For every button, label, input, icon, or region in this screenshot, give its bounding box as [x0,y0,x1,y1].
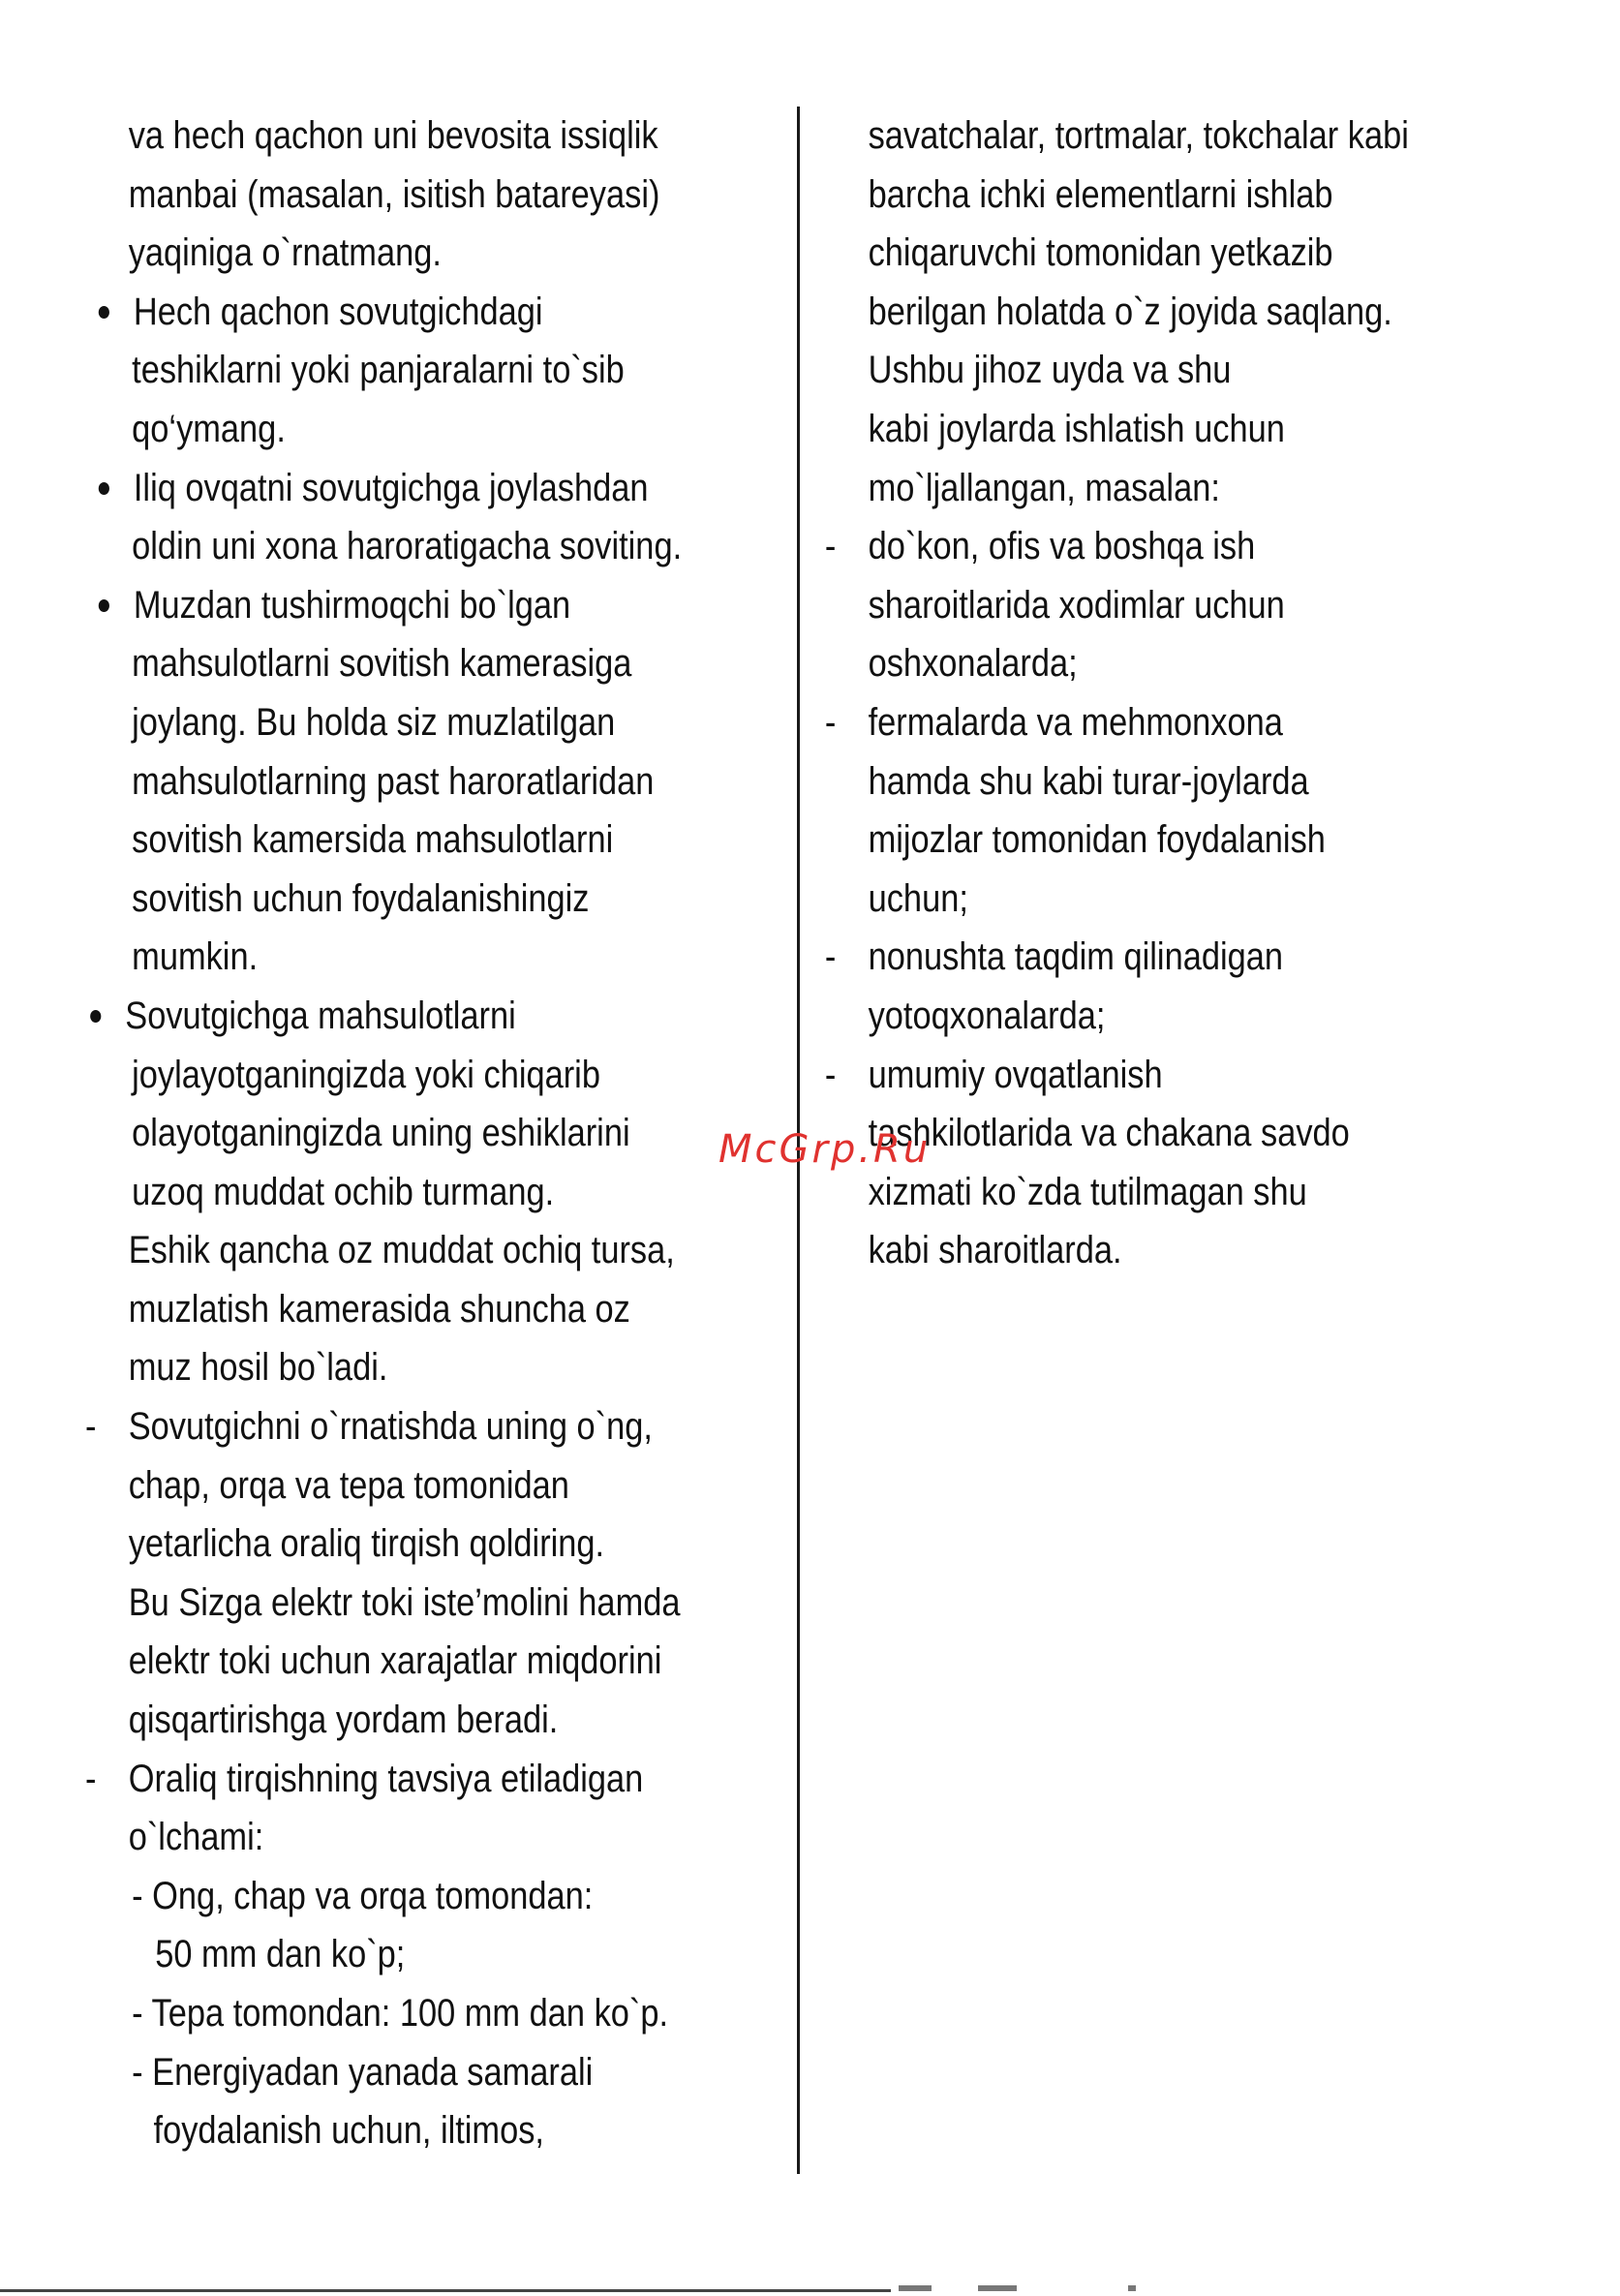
line-text: muzlatish kamerasida shuncha oz [128,1287,630,1331]
text-line [85,693,685,752]
text-line [85,1221,685,1280]
text-line [85,341,685,400]
text-line [85,2043,685,2102]
footer-scan-mark [978,2285,1017,2291]
dash-marker: - [824,1053,837,1096]
dash-marker: - [824,935,837,979]
text-line [818,341,1468,400]
text-line [818,752,1468,811]
line-text: joylang. Bu holda siz muzlatilgan [132,700,616,744]
text-line [818,634,1468,693]
text-line [85,1984,685,2043]
text-line [85,1867,685,1926]
text-line [85,459,685,518]
line-text: Eshik qancha oz muddat ochiq tursa, [128,1229,675,1272]
text-line [85,870,685,929]
text-line [85,987,685,1046]
text-line [85,1046,685,1105]
dash-marker: - [85,1405,97,1449]
line-text: sovitish kamersida mahsulotlarni [132,818,614,862]
text-line [818,1221,1468,1280]
text-line [85,1163,685,1222]
dash-marker: - [85,1757,97,1800]
text-line [85,1925,685,1984]
text-line [85,1750,685,1809]
text-line [85,1456,685,1515]
line-text: fermalarda va mehmonxona [868,700,1283,744]
line-text: mijozlar tomonidan foydalanish [868,818,1326,862]
line-text: nonushta taqdim qilinadigan [868,935,1284,979]
line-text: barcha ichki elementlarni ishlab [868,172,1333,216]
line-text: teshiklarni yoki panjaralarni to`sib [132,349,625,392]
bullet-point-icon [99,599,109,612]
text-line [85,1515,685,1574]
line-text: Sovutgichni o`rnatishda uning o`ng, [128,1405,653,1449]
text-line [818,987,1468,1046]
dash-marker: - [824,700,837,744]
text-line [818,283,1468,342]
line-text: sharoitlarida xodimlar uchun [868,583,1285,627]
text-line [818,459,1468,518]
text-line [85,400,685,459]
text-line [85,1691,685,1750]
line-text: mo`ljallangan, masalan: [868,466,1220,509]
text-line [818,1046,1468,1105]
line-text: kabi sharoitlarda. [868,1229,1122,1272]
text-line [85,517,685,576]
line-text: joylayotganingizda yoki chiqarib [132,1053,600,1096]
dash-marker: - [824,525,837,568]
line-text: savatchalar, tortmalar, tokchalar kabi [868,114,1409,157]
line-text: - Energiyadan yanada samarali [132,2050,594,2094]
text-line [85,1397,685,1456]
line-text: Oraliq tirqishning tavsiya etiladigan [128,1757,644,1800]
line-text: yetarlicha oraliq tirqish qoldiring. [128,1522,605,1566]
text-line [818,693,1468,752]
text-line [85,1574,685,1633]
line-text: mumkin. [132,935,259,979]
line-text: va hech qachon uni bevosita issiqlik [128,114,658,157]
line-text: manbai (masalan, isitish batareyasi) [128,172,660,216]
line-text: qisqartirishga yordam beradi. [128,1699,559,1742]
watermark: McGrp.Ru [718,1127,932,1172]
line-text: umumiy ovqatlanish [868,1053,1163,1096]
line-text: qo‘ymang. [132,407,286,450]
line-text: - Ong, chap va orqa tomondan: [132,1874,594,1917]
line-text: Bu Sizga elektr toki iste’molini hamda [128,1580,681,1624]
right-column [818,107,1574,1280]
line-text: xizmati ko`zda tutilmagan shu [868,1170,1307,1213]
line-text: yotoqxonalarda; [868,994,1106,1037]
line-text: Muzdan tushirmoqchi bo`lgan [133,583,571,627]
text-line [85,107,685,166]
line-text: do`kon, ofis va boshqa ish [868,525,1256,568]
text-line [818,224,1468,283]
line-text: Iliq ovqatni sovutgichga joylashdan [133,466,649,509]
text-line [85,166,685,225]
footer-rule [0,2289,891,2292]
text-line [818,870,1468,929]
line-text: foydalanish uchun, iltimos, [153,2109,544,2153]
text-line [85,1338,685,1397]
line-text: olayotganingizda uning eshiklarini [132,1112,630,1155]
text-line [85,576,685,635]
bullet-point-icon [99,306,109,319]
text-line [85,224,685,283]
text-line [85,928,685,987]
text-line [85,1632,685,1691]
line-text: o`lchami: [128,1816,264,1859]
line-text: Hech qachon sovutgichdagi [133,290,543,333]
line-text: chiqaruvchi tomonidan yetkazib [868,231,1333,275]
line-text: elektr toki uchun xarajatlar miqdorini [128,1639,662,1683]
line-text: kabi joylarda ishlatish uchun [868,407,1285,450]
line-text: mahsulotlarni sovitish kamerasiga [132,642,632,686]
line-text: - Tepa tomondan: 100 mm dan ko`p. [132,1992,669,2035]
text-line [818,517,1468,576]
text-line [818,811,1468,870]
line-text: uzoq muddat ochib turmang. [132,1170,555,1213]
line-text: muz hosil bo`ladi. [128,1346,388,1390]
line-text: mahsulotlarning past haroratlaridan [132,759,655,803]
text-line [818,576,1468,635]
footer-scan-mark [1128,2285,1136,2291]
line-text: berilgan holatda o`z joyida saqlang. [868,290,1392,333]
text-line [818,400,1468,459]
line-text: Ushbu jihoz uyda va shu [868,349,1232,392]
text-line [818,928,1468,987]
text-line [85,634,685,693]
line-text: chap, orqa va tepa tomonidan [128,1463,569,1507]
line-text: sovitish uchun foydalanishingiz [132,876,590,920]
footer-scan-mark [899,2285,932,2291]
line-text: yaqiniga o`rnatmang. [128,231,442,275]
line-text: 50 mm dan ko`p; [155,1933,406,1976]
text-line [818,107,1468,166]
line-text: tashkilotlarida va chakana savdo [868,1112,1350,1155]
text-line [818,166,1468,225]
text-line [85,1280,685,1339]
line-text: Sovutgichga mahsulotlarni [125,994,516,1037]
left-column [85,107,782,2160]
line-text: oshxonalarda; [868,642,1078,686]
bullet-point-icon [99,482,109,495]
line-text: hamda shu kabi turar-joylarda [868,759,1309,803]
text-line [85,752,685,811]
text-line [85,1808,685,1867]
text-line [85,1104,685,1163]
text-line [85,2101,685,2160]
text-line [85,283,685,342]
bullet-point-icon [90,1010,101,1023]
line-text: oldin uni xona haroratigacha soviting. [132,525,683,568]
text-line [85,811,685,870]
line-text: uchun; [868,876,968,920]
